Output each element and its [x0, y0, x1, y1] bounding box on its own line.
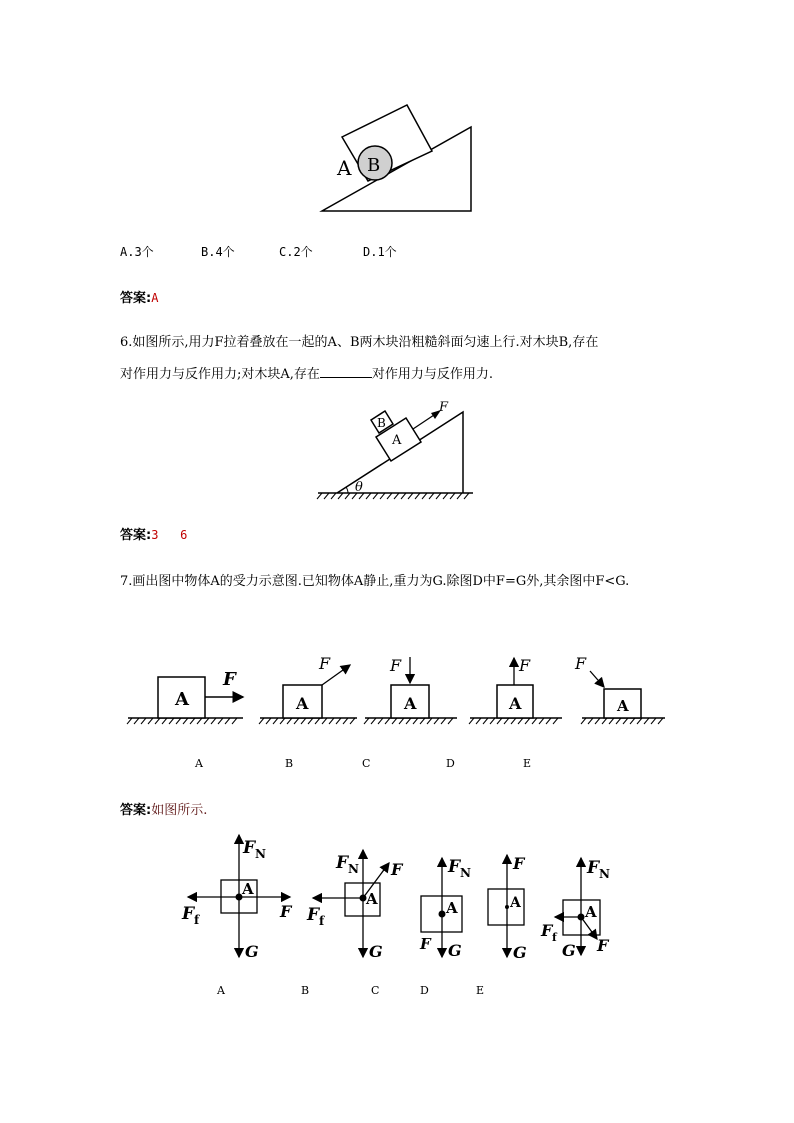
- option-c: C.2个: [279, 245, 313, 259]
- fig-e-block-label: A: [617, 697, 629, 715]
- answer-label-3: 答案:: [120, 803, 152, 818]
- ans-b-n: N: [348, 862, 359, 876]
- q7-answer-value: 如图所示.: [151, 803, 208, 818]
- ans-a-block: A: [242, 880, 254, 898]
- q7-caption-e: E: [523, 757, 532, 770]
- ans-e-f: F: [597, 936, 609, 955]
- option-a: A.3个: [120, 245, 154, 259]
- ans-c-n: N: [460, 866, 471, 880]
- option-d: D.1个: [363, 245, 397, 259]
- q6-line-2b: 对作用力与反作用力.: [371, 367, 494, 382]
- answer-fig-c: [419, 857, 471, 960]
- ans-e-block: A: [585, 903, 597, 921]
- incline-figure-2: [310, 398, 480, 503]
- answer-label-2: 答案:: [120, 528, 152, 543]
- q5-answer-value: A: [151, 291, 159, 305]
- option-b: B.4个: [201, 245, 235, 259]
- answer-caption-a: A: [217, 984, 225, 997]
- ground-hatching: [317, 493, 469, 499]
- answer-fig-e: [540, 858, 610, 960]
- q7-figures: [120, 645, 680, 735]
- q6-answer-value: 3 6: [151, 528, 188, 542]
- ans-b-ff: F: [307, 905, 320, 925]
- q7-caption-b: B: [285, 757, 294, 770]
- q7-fig-a: [127, 669, 243, 724]
- fig-c-block-label: A: [404, 694, 417, 713]
- answer-fig-b: [306, 850, 404, 961]
- q5-answer-line: [120, 287, 158, 306]
- ans-a-ff: F: [182, 904, 195, 924]
- answer-caption-c: C: [371, 984, 380, 997]
- fig-d-block-label: A: [509, 694, 522, 713]
- ans-e-ff: F: [541, 921, 553, 940]
- fig-b-force-label: F: [319, 654, 331, 673]
- label-b-2: B: [377, 416, 386, 430]
- ans-c-g: G: [448, 941, 462, 960]
- q7-caption-a: A: [195, 757, 203, 770]
- answer-fig-a: [181, 835, 293, 961]
- answer-caption-b: B: [301, 984, 310, 997]
- ans-e-g: G: [562, 941, 576, 960]
- label-f-2: F: [439, 400, 449, 415]
- incline-figure-1: [310, 95, 480, 220]
- ans-e-fsub: f: [552, 931, 557, 944]
- fig-a-block-label: A: [175, 689, 189, 710]
- ans-b-fsub: f: [319, 914, 325, 928]
- ans-d-g: G: [513, 943, 527, 962]
- ans-a-n: N: [255, 847, 266, 861]
- theta-label: θ: [355, 480, 363, 495]
- ans-a-fsub: f: [194, 913, 200, 927]
- q7-fig-c: [364, 656, 457, 724]
- ans-b-fn: F: [336, 853, 349, 873]
- fill-blank: [320, 365, 372, 378]
- ans-d-f: F: [513, 854, 525, 873]
- q7-caption-c: C: [362, 757, 371, 770]
- ans-e-fn: F: [587, 858, 600, 878]
- ans-b-block: A: [366, 890, 378, 908]
- ans-c-f: F: [420, 935, 431, 953]
- ans-a-g: G: [245, 942, 259, 961]
- ans-e-n: N: [599, 867, 610, 881]
- q7-caption-d: D: [446, 757, 455, 770]
- answer-caption-e: E: [476, 984, 485, 997]
- ans-c-fn: F: [448, 857, 461, 877]
- label-b: B: [367, 155, 381, 176]
- ans-c-block: A: [446, 899, 458, 917]
- ans-b-g: G: [369, 942, 383, 961]
- ans-a-f: F: [280, 902, 292, 921]
- label-a: A: [337, 156, 352, 180]
- angle-arc: [346, 487, 348, 493]
- fig-d-force-label: F: [519, 656, 531, 675]
- q6-line-2a: 对作用力与反作用力;对木块A,存在: [120, 367, 320, 382]
- q7-text: 7.画出图中物体A的受力示意图.已知物体A静止,重力为G.除图D中F=G外,其余图中F<G.: [120, 574, 630, 589]
- q7-fig-e: [574, 654, 665, 724]
- q6-line-1: 6.如图所示,用力F拉着叠放在一起的A、B两木块沿粗糙斜面匀速上行.对木块B,存在: [120, 335, 599, 350]
- q6-line-2: [120, 363, 493, 382]
- answer-figures: [170, 825, 630, 970]
- ans-a-fn: F: [243, 838, 256, 858]
- fig-a-force-label: F: [223, 669, 236, 690]
- q6-answer-line: [120, 524, 187, 543]
- answer-caption-d: D: [420, 984, 429, 997]
- q7-fig-b: [259, 654, 357, 724]
- ans-d-block: A: [510, 895, 521, 911]
- fig-b-block-label: A: [296, 694, 309, 713]
- q7-answer-line: [120, 799, 207, 818]
- answer-label: 答案:: [120, 291, 152, 306]
- label-a-2: A: [392, 433, 402, 448]
- q7-fig-d: [469, 656, 562, 724]
- ans-b-f: F: [391, 860, 403, 879]
- answer-fig-d: [488, 854, 527, 962]
- fig-e-force-label: F: [575, 654, 587, 673]
- fig-c-force-label: F: [390, 656, 402, 675]
